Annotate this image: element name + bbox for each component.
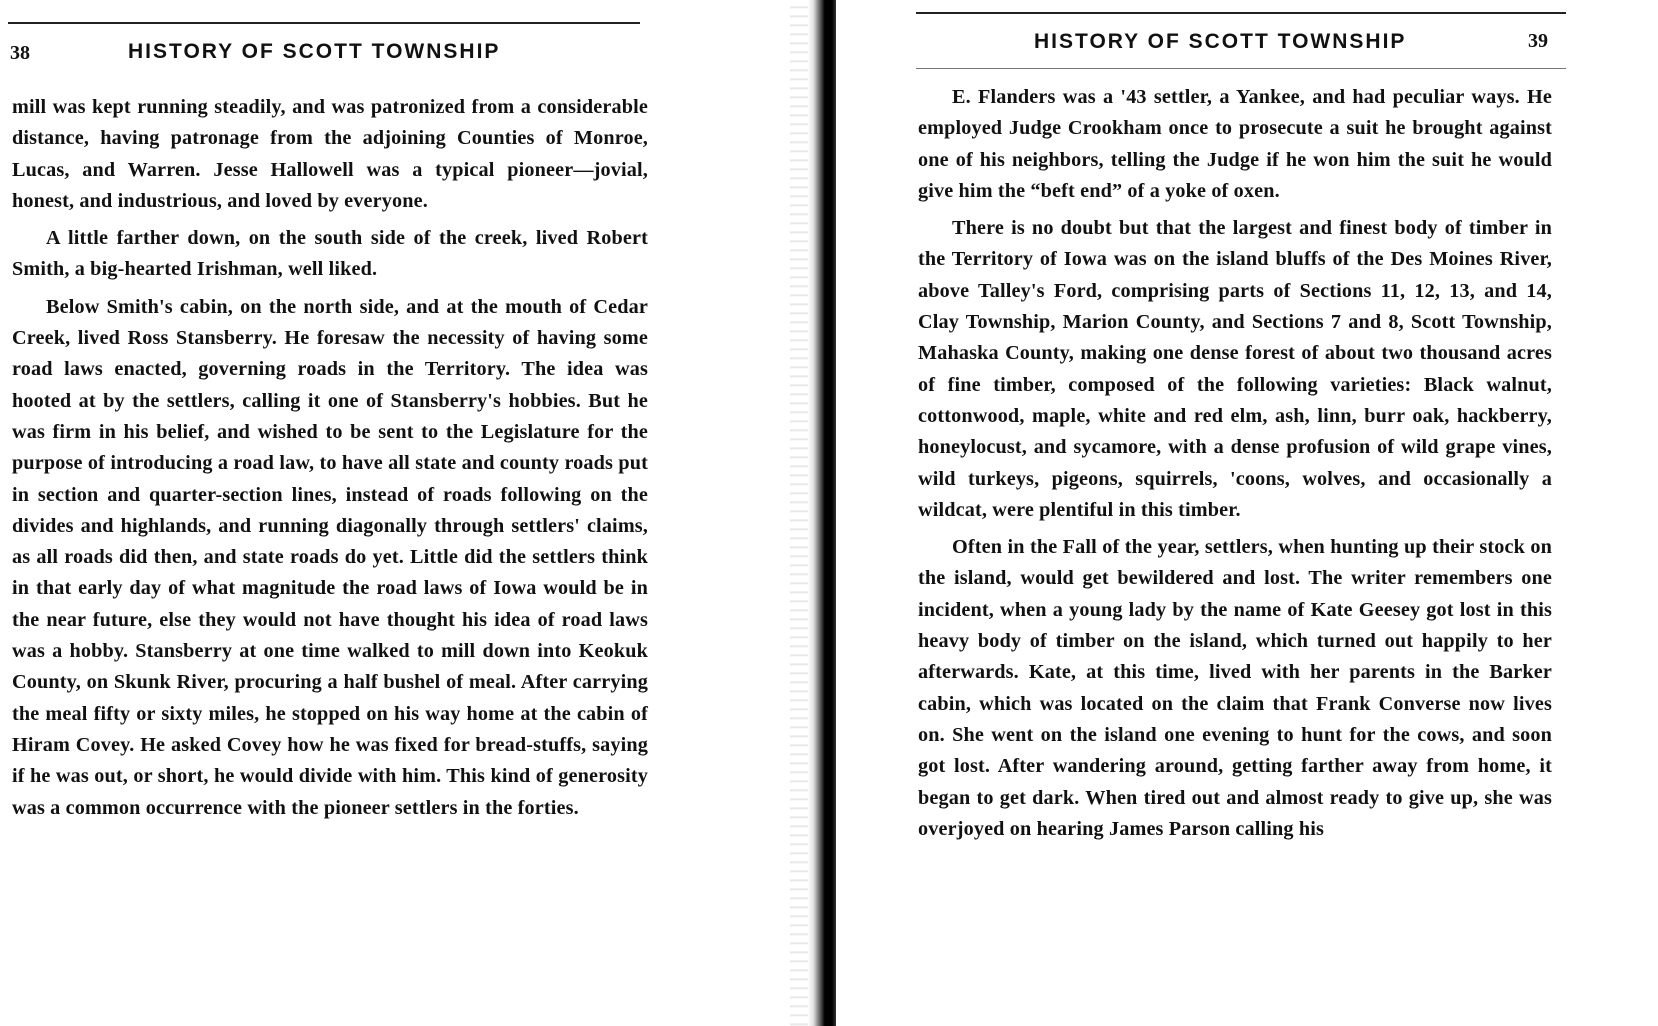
left-paragraph-3: Below Smith's cabin, on the north side, and at the mouth of Cedar Creek, lived Ross Stansberry. He foresaw the necessity of having some road laws enacted, governing roads in the Territory. The idea was hooted at by the settlers, calling it one of Stansberry's hobbies. But he was firm in his belief, and wished to be sent to the Legislature for the purpose of introducing a road law, to have all state and county roads put in section and quarter-section lines, instead of roads following on the divides and highlands, and running diagonally through settlers' claims, as all roads did then, and state roads do yet. Little did the settlers think in that early day of what magnitude the road laws of Iowa would be in the near future, else they would not have thought his idea of road laws was a hobby. Stansberry at one time walked to mill down into Keokuk County, on Skunk River, procuring a half bushel of meal. After carrying the meal fifty or sixty miles, he stopped on his way home at the cabin of Hiram Covey. He asked Covey how he was fixed for bread-stuffs, saying if he was out, or short, he would divide with him. This kind of generosity was a common occurrence with the pioneer settlers in the forties. bbox=[12, 295, 648, 819]
right-header-rule bbox=[916, 12, 1566, 14]
right-paragraph-1: E. Flanders was a '43 settler, a Yankee, and had peculiar ways. He employed Judge Crookham once to prosecute a suit he brought against one of his neighbors, telling the Judge if he won him the suit he would give him the “beft end” of a yoke of oxen. bbox=[918, 86, 1552, 202]
right-page-number: 39 bbox=[1528, 30, 1548, 52]
gutter-shadow bbox=[790, 0, 810, 1026]
left-page bbox=[0, 0, 690, 1026]
left-running-title: HISTORY OF SCOTT TOWNSHIP bbox=[128, 40, 501, 63]
right-header-underline bbox=[916, 68, 1566, 69]
book-gutter bbox=[808, 0, 836, 1026]
left-paragraph-2: A little farther down, on the south side of the creek, lived Robert Smith, a big-hearted Irishman, well liked. bbox=[12, 227, 648, 281]
right-running-title: HISTORY OF SCOTT TOWNSHIP bbox=[1034, 30, 1407, 53]
right-page bbox=[918, 0, 1658, 1026]
left-page-body bbox=[12, 92, 648, 830]
left-page-number: 38 bbox=[10, 42, 30, 64]
left-paragraph-1: mill was kept running steadily, and was patronized from a considerable distance, having patronage from the adjoining Counties of Monroe, Lucas, and Warren. Jesse Hallowell was a typical pioneer—jovial, honest, and industrious, and loved by everyone. bbox=[12, 96, 648, 212]
right-page-body bbox=[918, 82, 1552, 851]
left-header-rule bbox=[8, 22, 640, 24]
right-paragraph-2: There is no doubt but that the largest and finest body of timber in the Territory of Iowa was on the island bluffs of the Des Moines River, above Talley's Ford, comprising parts of Sections 11, 12, 13, and 14, Clay Township, Marion County, and Sections 7 and 8, Scott Township, Mahaska County, making one dense forest of about two thousand acres of fine timber, composed of the following varieties: Black walnut, cottonwood, maple, white and red elm, ash, linn, burr oak, hackberry, honeylocust, and sycamore, with a dense profusion of wild grape vines, wild turkeys, pigeons, squirrels, 'coons, wolves, and occasionally a wildcat, were plentiful in this timber. bbox=[918, 217, 1552, 521]
right-paragraph-3: Often in the Fall of the year, settlers, when hunting up their stock on the island, would get bewildered and lost. The writer remembers one incident, when a young lady by the name of Kate Geesey got lost in this heavy body of timber on the island, which turned out happily to her afterwards. Kate, at this time, lived with her parents in the Barker cabin, which was located on the claim that Frank Converse now lives on. She went on the island one evening to hunt for the cows, and soon got lost. After wandering around, getting farther away from home, it began to get dark. When tired out and almost ready to give up, she was overjoyed on hearing James Parson calling his bbox=[918, 536, 1552, 840]
